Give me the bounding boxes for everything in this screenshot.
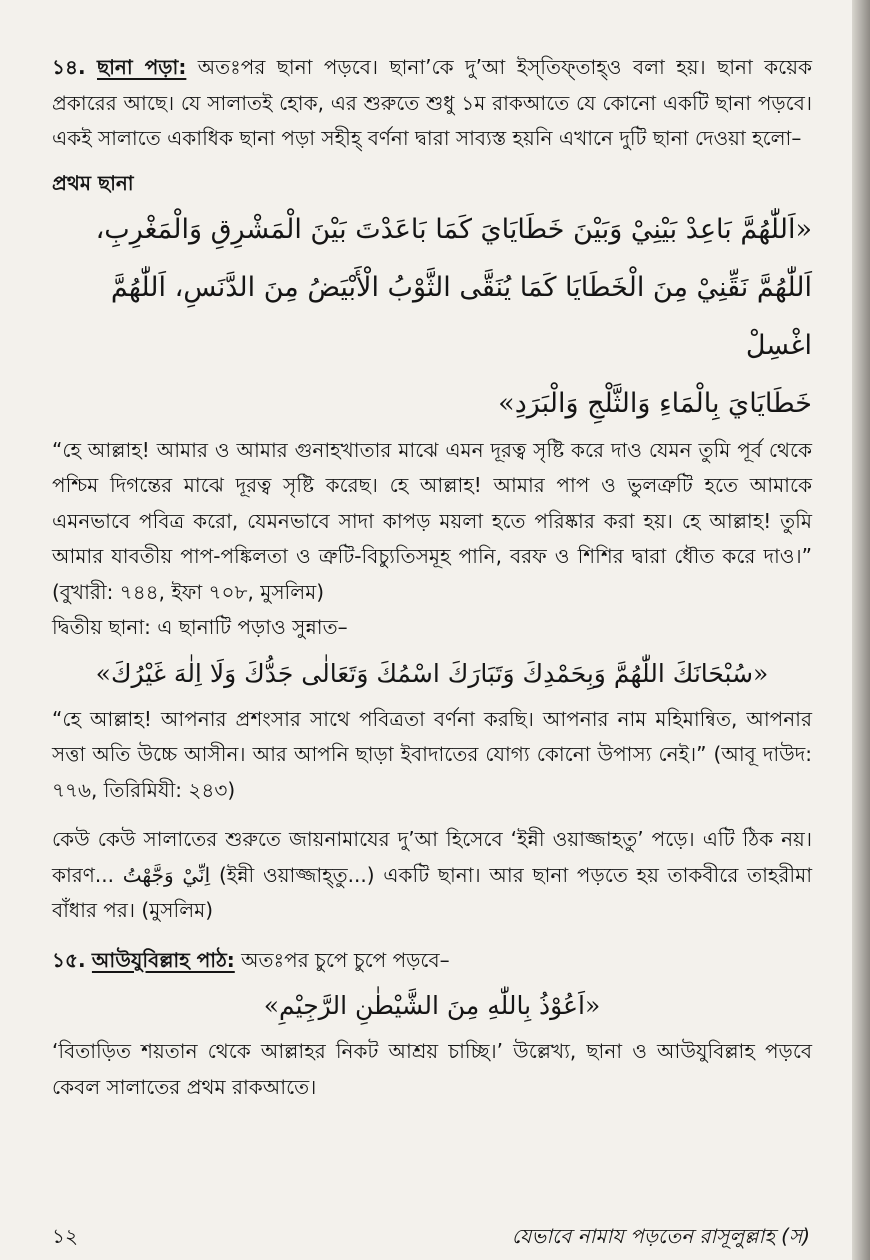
section-14-heading: ছানা পড়া:	[97, 55, 187, 79]
first-sana-arabic	[52, 201, 812, 433]
second-sana-heading-line	[52, 610, 812, 646]
running-book-title: যেভাবে নামায পড়তেন রাসূলুল্লাহ (স)	[511, 1224, 810, 1248]
page-footer	[52, 1222, 810, 1255]
second-sana-heading: দ্বিতীয় ছানা:	[52, 615, 151, 639]
section-15-heading: আউযুবিল্লাহ পাঠ:	[91, 947, 235, 972]
section-15-body: অতঃপর চুপে চুপে পড়বে–	[241, 947, 450, 972]
second-sana-arabic: «سُبْحَانَكَ اللّٰهُمَّ وَبِحَمْدِكَ وَتَبَارَكَ اسْمُكَ وَتَعَالٰى جَدُّكَ وَلَا اِلٰهَ غَيْرُكَ»	[95, 658, 769, 688]
section-14-paragraph	[52, 50, 812, 157]
first-sana-arabic-line-1: «اَللّٰهُمَّ بَاعِدْ بَيْنِيْ وَبَيْنَ خَطَايَايَ كَمَا بَاعَدْتَ بَيْنَ الْمَشْرِقِ وَالْمَغْرِبِ،	[95, 213, 812, 245]
first-sana-arabic-line-3: خَطَايَايَ بِالْمَاءِ وَالثَّلْجِ وَالْبَرَدِ»	[498, 387, 812, 419]
second-sana-translation: “হে আল্লাহ! আপনার প্রশংসার সাথে পবিত্রতা বর্ণনা করছি। আপনার নাম মহিমান্বিত, আপনার সত্তা অতি উচ্চে আসীন। আর আপনি ছাড়া ইবাদাতের যোগ্য কোনো উপাস্য নেই।” (আবূ দাউদ: ৭৭৬, তিরিমিযী: ২৪৩)	[52, 706, 812, 802]
page-edge	[852, 0, 870, 1260]
section-15-number: ১৫.	[52, 947, 86, 972]
second-sana-heading-rest: এ ছানাটি পড়াও সুন্নাত–	[157, 615, 348, 639]
first-sana-arabic-line-2: اَللّٰهُمَّ نَقِّنِيْ مِنَ الْخَطَايَا كَمَا يُنَقَّى الثَّوْبُ الْأَبْيَضُ مِنَ الدَّنَسِ، اَللّٰهُمَّ اغْسِلْ	[110, 271, 812, 361]
page-content	[52, 50, 812, 1105]
section-14-number: ১৪.	[52, 55, 86, 79]
note-part-2: (ইন্নী ওয়াজ্জাহ্‌তু...) একটি ছানা। আর ছানা পড়তে হয় তাকবীরে তাহরীমা বাঁধার পর। (মুসলিম)	[52, 862, 813, 922]
page-number: ১২	[52, 1224, 78, 1248]
note-arabic-inline: اِنِّيْ وَجَّهْتُ	[122, 862, 211, 887]
section-14-body: অতঃপর ছানা পড়বে। ছানা’কে দু’আ ইস্‌তিফ্‌তাহ্‌ও বলা হয়। ছানা কয়েক প্রকারের আছে। যে সালাতই হোক, এর শুরুতে শুধু ১ম রাকআতে যে কোনো একটি ছানা পড়বে। একই সালাতে একাধিক ছানা পড়া সহীহ্ বর্ণনা দ্বারা সাব্যস্ত হয়নি এখানে দুটি ছানা দেওয়া হলো–	[52, 55, 812, 150]
section-15-arabic: «اَعُوْذُ بِاللّٰهِ مِنَ الشَّيْطٰنِ الرَّجِيْمِ»	[263, 991, 601, 1020]
section-15-translation: ‘বিতাড়িত শয়তান থেকে আল্লাহর নিকট আশ্রয় চাচ্ছি।’ উল্লেখ্য, ছানা ও আউযুবিল্লাহ পড়বে কেবল সালাতের প্রথম রাকআতে।	[52, 1039, 812, 1099]
first-sana-heading: প্রথম ছানা	[52, 170, 134, 195]
first-sana-translation: “হে আল্লাহ! আমার ও আমার গুনাহখাতার মাঝে এমন দূরত্ব সৃষ্টি করে দাও যেমন তুমি পূর্ব থেকে পশ্চিম দিগন্তের মাঝে দূরত্ব সৃষ্টি করেছ। হে আল্লাহ! আমার পাপ ও ভুলত্রুটি হতে আমাকে এমনভাবে পবিত্র করো, যেমনভাবে সাদা কাপড় ময়লা হতে পরিষ্কার করা হয়। হে আল্লাহ! তুমি আমার যাবতীয় পাপ-পঙ্কিলতা ও ত্রুটি-বিচ্যুতিসমূহ পানি, বরফ ও শিশির দ্বারা ধৌত করে দাও।” (বুখারী: ৭৪৪, ইফা ৭০৮, মুসলিম)	[52, 437, 812, 604]
note-paragraph	[52, 822, 812, 929]
section-15-paragraph	[52, 943, 812, 979]
note-part-1: কেউ কেউ সালাতের শুরুতে জায়নামাযের দু’আ হিসেবে ‘ইন্নী ওয়াজ্জাহতু’ পড়ে। এটি ঠিক নয়। কারণ...	[52, 827, 812, 887]
